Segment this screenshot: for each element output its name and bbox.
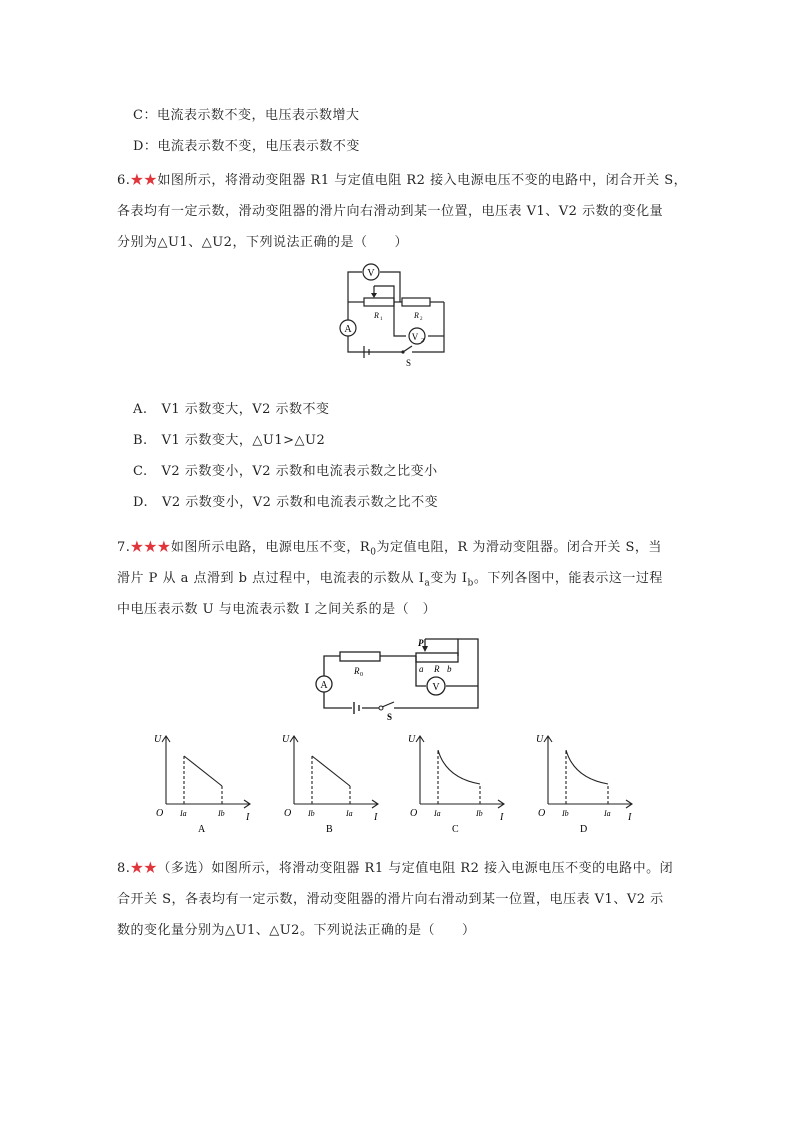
ammeter-label: A xyxy=(344,324,352,335)
axis-u-label: U xyxy=(282,734,290,745)
origin-label: O xyxy=(284,808,292,819)
q6-option-a xyxy=(133,398,330,417)
graph-label: B xyxy=(326,824,333,835)
v1-label: V xyxy=(367,268,375,279)
q7-text: 为定值电阻，R 为滑动变阻器。闭合开关 S，当 xyxy=(376,540,662,555)
q6-circuit-diagram xyxy=(336,260,466,372)
graph-label: A xyxy=(198,824,206,835)
r1-label: R xyxy=(374,311,379,320)
difficulty-stars: ★★★ xyxy=(130,540,171,555)
axis-u-label: U xyxy=(154,734,162,745)
q7-circuit-diagram xyxy=(302,632,490,720)
q7-stem-line-1 xyxy=(117,536,662,558)
tick-label: Ia xyxy=(346,809,353,818)
q5-option-c: C：电流表示数不变，电压表示数增大 xyxy=(133,108,360,123)
origin-label: O xyxy=(538,808,546,819)
graph-label: C xyxy=(452,824,459,835)
axis-i-label: I xyxy=(374,812,378,823)
axis-u-label: U xyxy=(536,734,544,745)
q6-option-d xyxy=(133,491,438,510)
q6-option-b xyxy=(133,429,325,448)
ammeter-label: A xyxy=(320,680,328,691)
r0-sub: 0 xyxy=(360,672,363,678)
q6-stem-line-3: 分别为△U1、△U2，下列说法正确的是（ ） xyxy=(117,235,408,250)
axis-i-label: I xyxy=(628,812,632,823)
difficulty-stars: ★★ xyxy=(130,173,158,188)
q6-option-c xyxy=(133,460,438,479)
option-label: A. xyxy=(133,402,148,417)
axis-u-label: U xyxy=(408,734,416,745)
option-text: V2 示数变小，V2 示数和电流表示数之比变小 xyxy=(161,464,438,479)
rheostat-label: R xyxy=(434,664,440,674)
point-b-label: b xyxy=(447,664,452,674)
origin-label: O xyxy=(410,808,418,819)
r2-label: R xyxy=(414,311,419,320)
point-a-label: a xyxy=(419,664,424,674)
q7-sub: b xyxy=(467,578,474,589)
option-text: V1 示数变大，V2 示数不变 xyxy=(161,402,330,417)
tick-label: Ib xyxy=(308,809,315,818)
q7-text: 滑片 P 从 a 点滑到 b 点过程中，电流表的示数从 I xyxy=(117,571,425,586)
q5-option-d: D：电流表示数不变，电压表示数不变 xyxy=(133,139,360,154)
tick-label: Ib xyxy=(562,809,569,818)
option-text: V1 示数变大，△U1>△U2 xyxy=(161,433,326,448)
switch-label: S xyxy=(387,712,393,720)
question-number: 7. xyxy=(117,540,131,555)
axis-i-label: I xyxy=(246,812,250,823)
q8-stem-line-2: 合开关 S，各表均有一定示数，滑动变阻器的滑片向右滑动到某一位置，电压表 V1、V2 示 xyxy=(117,892,664,907)
q7-stem-line-2 xyxy=(117,567,663,589)
difficulty-stars: ★★ xyxy=(130,861,158,876)
tick-label: Ia xyxy=(604,809,611,818)
q7-stem-line-3: 中电压表示数 U 与电流表示数 I 之间关系的是（ ） xyxy=(117,602,437,617)
q7-graph-a xyxy=(150,732,260,836)
switch-label: S xyxy=(406,358,412,368)
option-label: B. xyxy=(133,433,148,448)
option-label: D. xyxy=(133,495,149,510)
q6-text: 如图所示，将滑动变阻器 R1 与定值电阻 R2 接入电源电压不变的电路中，闭合开关 S， xyxy=(157,173,688,188)
axis-i-label: I xyxy=(500,812,504,823)
voltmeter-label: V xyxy=(432,682,440,693)
question-number: 8. xyxy=(117,861,131,876)
tick-label: Ib xyxy=(476,809,483,818)
tick-label: Ib xyxy=(218,809,225,818)
graph-label: D xyxy=(580,824,588,835)
q7-graph-c xyxy=(404,732,514,836)
q7-graph-d xyxy=(532,732,642,836)
option-text: V2 示数变小，V2 示数和电流表示数之比不变 xyxy=(162,495,439,510)
q7-graph-b xyxy=(278,732,388,836)
q6-stem-line-2: 各表均有一定示数，滑动变阻器的滑片向右滑动到某一位置，电压表 V1、V2 示数的变化量 xyxy=(117,204,664,219)
q8-stem-line-3: 数的变化量分别为△U1、△U2。下列说法正确的是（ ） xyxy=(117,923,476,938)
origin-label: O xyxy=(156,808,164,819)
q7-sub: 0 xyxy=(370,547,377,558)
q7-sub: a xyxy=(424,578,431,589)
v2-sub: 2 xyxy=(421,338,424,344)
option-label: C. xyxy=(133,464,148,479)
q7-text: 如图所示电路，电源电压不变，R xyxy=(170,540,371,555)
q6-stem-line-1 xyxy=(117,169,687,188)
q7-text: 变为 I xyxy=(430,571,468,586)
tick-label: Ia xyxy=(180,809,187,818)
q7-text: 。下列各图中，能表示这一过程 xyxy=(473,571,663,586)
q8-stem-line-1 xyxy=(117,857,673,876)
r2-sub: 2 xyxy=(420,317,423,322)
slider-label: P xyxy=(418,638,424,648)
r1-sub: 1 xyxy=(380,317,383,322)
tick-label: Ia xyxy=(434,809,441,818)
q8-text: （多选）如图所示，将滑动变阻器 R1 与定值电阻 R2 接入电源电压不变的电路中。闭 xyxy=(157,861,674,876)
question-number: 6. xyxy=(117,173,131,188)
v2-label: V xyxy=(411,332,419,342)
r0-label: R xyxy=(354,666,360,676)
